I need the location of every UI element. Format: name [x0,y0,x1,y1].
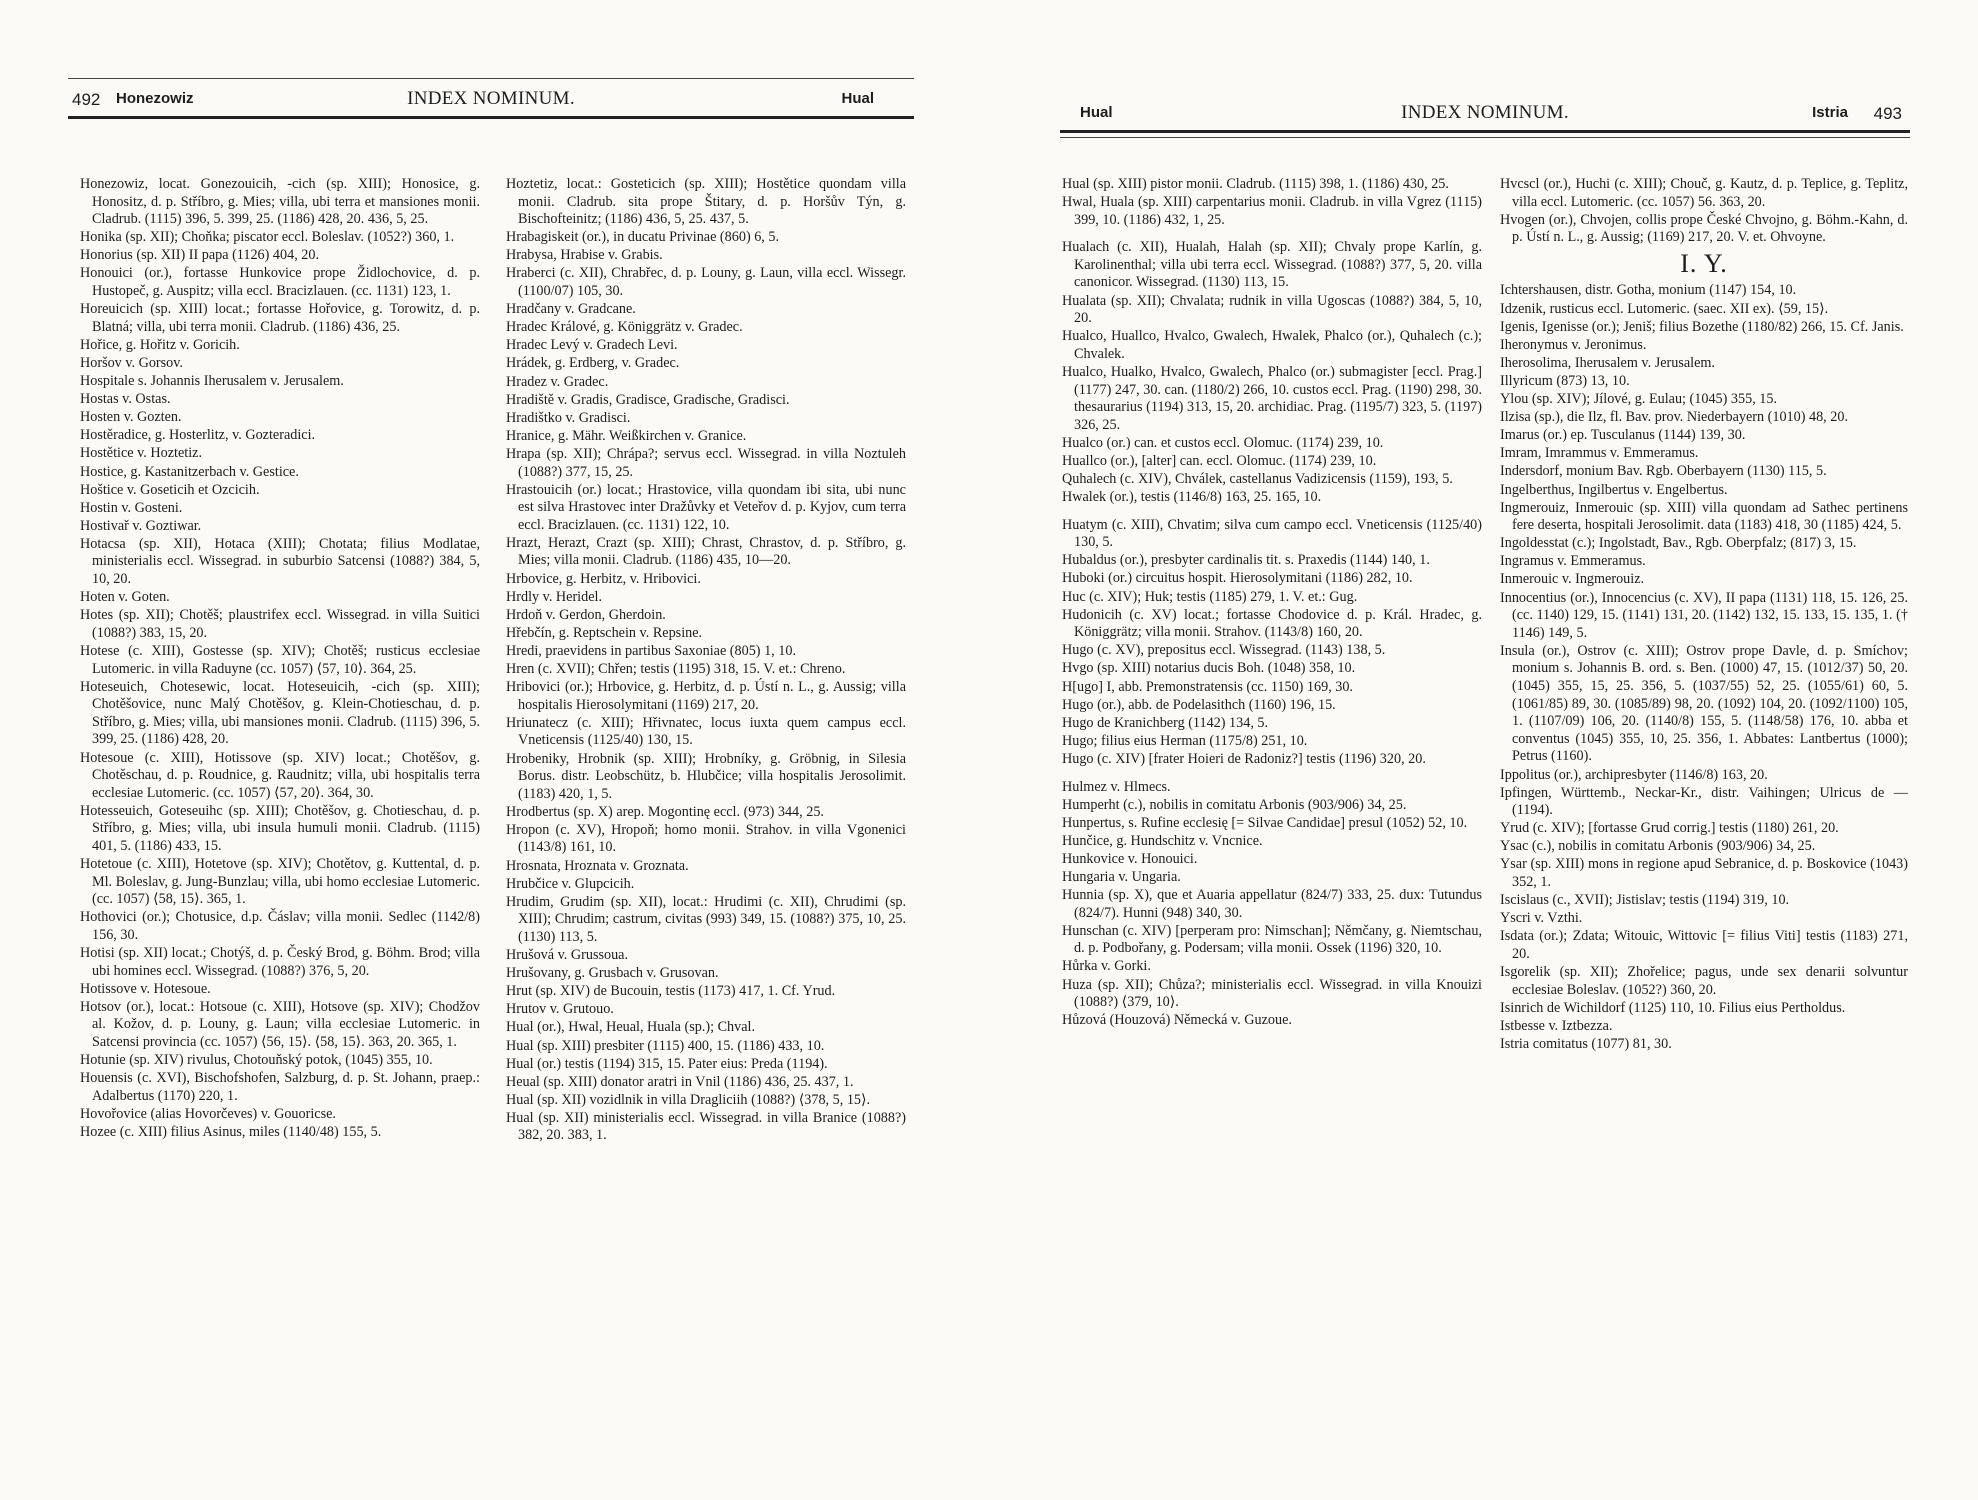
index-entry: Hugo (or.), abb. de Podelasithch (1160) 196, 15. [1062,696,1336,713]
index-entry: Hotacsa (sp. XII), Hotaca (XIII); Chotata; filius Modlatae, ministerialis eccl. Wissegrad. in suburbio Satcensi (1088?) 384, 5, 10, 20. [80,535,480,588]
left-column-1 [80,176,480,1142]
index-entry: Hradec Králové, g. Königgrätz v. Gradec. [506,319,743,336]
index-entry: Hůzová (Houzová) Německá v. Guzoue. [1062,1012,1292,1029]
index-entry: Hrádek, g. Erdberg, v. Gradec. [506,355,680,372]
index-entry: Hropon (c. XV), Hropoň; homo monii. Strahov. in villa Vgonenici (1143/8) 161, 10. [506,821,906,856]
index-entry: Hrosnata, Hroznata v. Groznata. [506,857,689,874]
index-entry: Hudonicih (c. XV) locat.; fortasse Chodovice d. p. Král. Hradec, g. Königgrätz; villa monii. Strahov. (1143/8) 160, 20. [1062,606,1482,641]
index-entry: Hrubčice v. Glupcicih. [506,875,635,892]
index-entry: Ippolitus (or.), archipresbyter (1146/8) 163, 20. [1500,766,1768,783]
index-entry: Ichtershausen, distr. Gotha, monium (1147) 154, 10. [1500,282,1797,299]
index-entry: Hual (sp. XIII) pistor monii. Cladrub. (1115) 398, 1. (1186) 430, 25. [1062,176,1449,192]
index-entry: Hribovici (or.); Hrbovice, g. Herbitz, d. p. Ústí n. L., g. Aussig; villa hospitalis Hierosolymitani (1169) 217, 20. [506,679,906,713]
index-entry: Hriunatecz (c. XIII); Hřivnatec, locus iuxta quem campus eccl. Vneticensis (1125/40) 130, 15. [506,714,906,749]
index-entry: Ilzisa (sp.), die Ilz, fl. Bav. prov. Niederbayern (1010) 48, 20. [1500,409,1849,426]
index-entry: Huc (c. XIV); Huk; testis (1185) 279, 1. V. et.: Gug. [1062,588,1358,605]
index-entry: Honezowiz, locat. Gonezouicih, -cich (sp. XIII); Honosice, g. Honositz, d. p. Stříbro, g. Mies; villa, ubi terra et mansiones monii. Cladrub. (1115) 396, 5. 399, 25. (1186) 428, 20. 436, 5, 25. [80,176,480,228]
index-entry: Hual (sp. XII) vozidlnik in villa Dragliciih (1088?) ⟨378, 5, 15⟩. [506,1091,871,1108]
index-entry: Hotunie (sp. XIV) rivulus, Chotouňský potok, (1045) 355, 10. [80,1052,433,1069]
left-page-title: INDEX NOMINUM. [407,88,575,109]
index-entry: Huza (sp. XII); Chůza?; ministerialis eccl. Wissegrad. in villa Knouizi (1088?) ⟨379, 10⟩. [1062,976,1482,1011]
index-entry: Ipfingen, Württemb., Neckar-Kr., distr. Vaihingen; Ulricus de — (1194). [1500,784,1908,819]
index-entry: Hual (sp. XIII) presbiter (1115) 400, 15. (1186) 433, 10. [506,1037,825,1054]
section-letter-heading: I. Y. [1680,248,1728,278]
index-entry: Ingoldesstat (c.); Ingolstadt, Bav., Rgb. Oberpfalz; (817) 3, 15. [1500,535,1857,552]
index-entry: Hrušovany, g. Grusbach v. Grusovan. [506,965,719,982]
index-entry: Humperht (c.), nobilis in comitatu Arbonis (903/906) 34, 25. [1062,796,1407,813]
index-entry: Hotissove v. Hotesoue. [80,980,211,997]
index-entry: Hovořovice (alias Hovorčeves) v. Gouoricse. [80,1105,336,1122]
index-entry: Hůrka v. Gorki. [1062,958,1151,975]
index-entry: Iheronymus v. Jeronimus. [1500,336,1647,353]
right-page-number: 493 [1873,104,1902,123]
right-page [1060,0,1910,1500]
index-entry: Hradiště v. Gradis, Gradisce, Gradische, Gradisci. [506,391,790,408]
index-entry: Hotesseuich, Goteseuihc (sp. XIII); Chotěšov, g. Chotieschau, d. p. Stříbro, g. Mies; villa, ubi insula humuli monii. Cladrub. (1115) 401, 5. (1186) 433, 15. [80,802,480,854]
index-entry: Hren (c. XVII); Chřen; testis (1195) 318, 15. V. et.: Chreno. [506,661,846,678]
index-entry: Houensis (c. XVI), Bischofshofen, Salzburg, d. p. St. Johann, praep.: Adalbertus (1170) 220, 1. [80,1070,480,1104]
index-entry: Ysar (sp. XIII) mons in regione apud Sebranice, d. p. Boskovice (1043) 352, 1. [1500,856,1908,891]
index-entry: Hwal, Huala (sp. XIII) carpentarius monii. Cladrub. in villa Vgrez (1115) 399, 10. (1186) 432, 1, 25. [1062,194,1482,228]
index-entry: Hradez v. Gradec. [506,373,609,390]
index-entry: Hrbovice, g. Herbitz, v. Hribovici. [506,570,701,587]
index-entry: Huallco (or.), [alter] can. eccl. Olomuc. (1174) 239, 10. [1062,452,1377,469]
index-entry: Hrobeniky, Hrobnik (sp. XIII); Hrobníky, g. Gröbnig, in Silesia Borus. distr. Leobschütz, b. Hlubčice; villa hospitalis Jerosolimit. (1183) 420, 1, 5. [506,750,906,802]
right-column-1 [1062,176,1482,1030]
index-entry: Ingelberthus, Ingilbertus v. Engelbertus. [1500,481,1728,498]
index-entry: Innocentius (or.), Innocencius (c. XV), II papa (1131) 118, 15. 126, 25. (cc. 1140) 129, 15. (1141) 131, 20. (1142) 132, 15. 133, 15. 135, 1. († 1146) 149, 5. [1500,589,1908,641]
index-entry: Illyricum (873) 13, 10. [1500,372,1630,389]
index-entry: Hugo; filius eius Herman (1175/8) 251, 10. [1062,732,1308,749]
index-entry: Hostěradice, g. Hosterlitz, v. Gozteradici. [80,427,316,444]
index-entry: Hotetoue (c. XIII), Hotetove (sp. XIV); Chotětov, g. Kuttental, d. p. Ml. Boleslav, g. Jung-Bunzlau; villa, ubi homo ecclesiae Lutomeric. (cc. 1057) ⟨58, 15⟩. 365, 1. [80,856,480,908]
right-column-2-part-2 [1500,282,1908,1053]
right-column-2-part-1 [1500,176,1908,247]
index-entry: Quhalech (c. XIV), Chválek, castellanus Vadizicensis (1159), 193, 5. [1062,471,1453,487]
index-entry: Hoztetiz, locat.: Gosteticich (sp. XIII); Hostětice quondam villa monii. Cladrub. sita prope Štitary, d. p. Horšův Týn, g. Bischofteinitz; (1186) 436, 5, 25. 437, 5. [506,176,906,228]
index-entry: Hual (sp. XII) ministerialis eccl. Wissegrad. in villa Branice (1088?) 382, 20. 383, 1. [506,1109,906,1144]
index-entry: Hrabysa, Hrabise v. Grabis. [506,247,663,264]
index-entry: Hothovici (or.); Chotusice, d.p. Čáslav; villa monii. Sedlec (1142/8) 156, 30. [80,909,480,943]
index-entry: Hual (or.) testis (1194) 315, 15. Pater eius: Preda (1194). [506,1055,828,1072]
index-entry: Inmerouic v. Ingmerouiz. [1500,571,1645,588]
right-catchword-start: Hual [1080,104,1113,121]
left-catchword-start: Honezowiz [116,90,194,107]
index-entry: H[ugo] I, abb. Premonstratensis (cc. 1150) 169, 30. [1062,678,1354,695]
index-entry: Iherosolima, Iherusalem v. Jerusalem. [1500,354,1715,371]
index-entry: Hrutov v. Grutouo. [506,1001,614,1018]
index-entry: Hozee (c. XIII) filius Asinus, miles (1140/48) 155, 5. [80,1123,382,1140]
index-entry: Hoteseuich, Chotesewic, locat. Hoteseuicih, -cich (sp. XIII); Chotěšovice, nunc Malý Chotěšov, g. Klein-Chotieschau, d. p. Stříbro, g. Mies; villa, ubi mansiones monii. Cladrub. (1115) 396, 5. 399, 25. (1186) 428, 20. [80,678,480,748]
index-entry: Hual (or.), Hwal, Heual, Huala (sp.); Chval. [506,1019,756,1036]
index-entry: Ingramus v. Emmeramus. [1500,553,1646,570]
right-running-header [1060,96,1910,133]
index-entry: Hospitale s. Johannis Iherusalem v. Jerusalem. [80,373,344,390]
index-entry: Huboki (or.) circuitus hospit. Hierosolymitani (1186) 282, 10. [1062,570,1413,587]
index-entry: Hvogen (or.), Chvojen, collis prope České Chvojno, g. Böhm.-Kahn, d. p. Ústí n. L., g. Aussig; (1169) 217, 20. V. et. Ohvoyne. [1500,211,1908,246]
index-entry: Honouici (or.), fortasse Hunkovice prope Židlochovice, d. p. Hustopeč, g. Auspitz; villa eccl. Bracizlauen. (cc. 1131) 123, 1. [80,265,480,300]
index-entry: Hwalek (or.), testis (1146/8) 163, 25. 165, 10. [1062,489,1322,506]
index-entry: Hunschan (c. XIV) [perperam pro: Nimschan]; Němčany, g. Niemtschau, d. p. Podbořany, g. Podersam; villa monii. Ossek (1196) 320, 10. [1062,922,1482,957]
right-page-title: INDEX NOMINUM. [1401,102,1569,123]
index-entry: Isdata (or.); Zdata; Witouic, Wittovic [= filius Viti] testis (1183) 271, 20. [1500,928,1908,962]
index-entry: Hradčany v. Gradcane. [506,301,636,318]
index-entry: Hvcscl (or.), Huchi (c. XIII); Chouč, g. Kautz, d. p. Teplice, g. Teplitz, villa eccl. Lutomeric. (cc. 1057) 56. 363, 20. [1500,176,1908,210]
index-entry: Hredi, praevidens in partibus Saxoniae (805) 1, 10. [506,642,796,659]
index-entry: Hořice, g. Hořitz v. Goricih. [80,336,240,353]
index-entry: Hrdly v. Heridel. [506,588,603,605]
index-entry: Istbesse v. Iztbezza. [1500,1017,1613,1034]
index-entry: Hualco, Hualko, Hvalco, Gwalech, Phalco (or.) submagister [eccl. Prag.] (1177) 247, 30. can. (1180/2) 266, 10. custos eccl. Prag. (1190) 298, 30. thesaurarius (1194) 313, 15, 20. archidiac. Prag. (1195/7) 323, 5. (1197) 326, 25. [1062,363,1482,433]
index-entry: Hostětice v. Hoztetiz. [80,445,202,462]
index-entry: Hrudim, Grudim (sp. XII), locat.: Hrudimi (c. XII), Chrudimi (sp. XIII); Chrudim; castrum, civitas (993) 349, 15. (1088?) 375, 10, 25. (1130) 113, 5. [506,893,906,945]
index-entry: Heual (sp. XIII) donator aratri in Vnil (1186) 436, 25. 437, 1. [506,1073,854,1090]
index-entry: Yscri v. Vzthi. [1500,910,1583,927]
index-entry: Hradec Levý v. Gradech Levi. [506,337,678,354]
index-entry: Hoten v. Goten. [80,589,170,606]
index-entry: Indersdorf, monium Bav. Rgb. Oberbayern (1130) 115, 5. [1500,463,1827,480]
index-entry: Hualach (c. XII), Hualah, Halah (sp. XII); Chvaly prope Karlín, g. Karolinenthal; villa ubi terra eccl. Wissegrad. (1088?) 377, 5, 20. villa canonicor. Wissegrad. (1130) 113, 15. [1062,239,1482,291]
index-entry: Hostivař v. Goztiwar. [80,517,202,534]
index-entry: Hřebčín, g. Reptschein v. Repsine. [506,624,703,641]
index-entry: Hubaldus (or.), presbyter cardinalis tit. s. Praxedis (1144) 140, 1. [1062,552,1430,569]
index-entry: Hrdoň v. Gerdon, Gherdoin. [506,606,666,623]
index-entry: Istria comitatus (1077) 81, 30. [1500,1035,1672,1052]
index-entry: Hrabagiskeit (or.), in ducatu Privinae (860) 6, 5. [506,229,780,246]
index-entry: Hrastouicih (or.) locat.; Hrastovice, villa quondam ibi sita, ubi nunc est silva Hrastovec inter Dražůvky et Veteřov d. p. Kyjov, cum terra eccl. Bracizlauen. (cc. 1131) 122, 10. [506,481,906,533]
index-entry: Hualata (sp. XII); Chvalata; rudnik in villa Ugoscas (1088?) 384, 5, 10, 20. [1062,292,1482,327]
index-entry: Huatym (c. XIII), Chvatim; silva cum campo eccl. Vneticensis (1125/40) 130, 5. [1062,516,1482,551]
index-entry: Hostice, g. Kastanitzerbach v. Gestice. [80,463,299,480]
index-entry: Ysac (c.), nobilis in comitatu Arbonis (903/906) 34, 25. [1500,838,1816,855]
index-entry: Hoštice v. Goseticih et Ozcicih. [80,481,260,498]
index-entry: Isgorelik (sp. XII); Zhořelice; pagus, unde sex denarii solvuntur ecclesiae Boleslav. (1052?) 360, 20. [1500,964,1908,998]
right-catchword-end: Istria [1812,104,1848,121]
left-page-number: 492 [72,90,101,109]
index-entry: Hualco (or.) can. et custos eccl. Olomuc. (1174) 239, 10. [1062,434,1384,451]
index-entry: Hugo de Kranichberg (1142) 134, 5. [1062,714,1269,731]
index-entry: Hotese (c. XIII), Gostesse (sp. XIV); Chotěš; rusticus ecclesiae Lutomeric. in villa Raduyne (cc. 1057) ⟨57, 10⟩. 364, 25. [80,642,480,677]
left-page [68,0,914,1500]
index-entry: Hungaria v. Ungaria. [1062,868,1181,885]
index-entry: Hrodbertus (sp. X) arep. Mogontinę eccl. (973) 344, 25. [506,803,824,820]
index-entry: Hulmez v. Hlmecs. [1062,778,1171,795]
left-catchword-end: Hual [841,90,874,107]
index-entry: Horšov v. Gorsov. [80,354,183,371]
index-entry: Hunnia (sp. X), que et Auaria appellatur (824/7) 333, 25. dux: Tutundus (824/7). Hunni (948) 340, 30. [1062,887,1482,921]
index-entry: Ylou (sp. XIV); Jílové, g. Eulau; (1045) 355, 15. [1500,391,1778,408]
index-entry: Hvgo (sp. XIII) notarius ducis Boh. (1048) 358, 10. [1062,660,1356,677]
index-entry: Hugo (c. XV), prepositus eccl. Wissegrad. (1143) 138, 5. [1062,642,1386,659]
index-entry: Hranice, g. Mähr. Weißkirchen v. Granice. [506,427,747,444]
index-entry: Hotes (sp. XII); Chotěš; plaustrifex eccl. Wissegrad. in villa Suitici (1088?) 383, 15, 20. [80,607,480,641]
index-entry: Hunkovice v. Honouici. [1062,850,1198,867]
index-entry: Hunpertus, s. Rufine ecclesię [= Silvae Candidae] presul (1052) 52, 10. [1062,814,1468,831]
left-running-header [68,82,914,119]
index-entry: Hrazt, Herazt, Crazt (sp. XIII); Chrast, Chrastov, d. p. Stříbro, g. Mies; villa monii. Cladrub. (1186) 435, 10—20. [506,534,906,569]
index-entry: Imram, Imrammus v. Emmeramus. [1500,445,1699,462]
index-entry: Iscislaus (c., XVII); Jistislav; testis (1194) 319, 10. [1500,892,1790,909]
left-column-2 [506,176,906,1146]
index-entry: Honorius (sp. XII) II papa (1126) 404, 20. [80,247,320,264]
index-entry: Yrud (c. XIV); [fortasse Grud corrig.] testis (1180) 261, 20. [1500,820,1839,837]
index-entry: Hugo (c. XIV) [frater Hoieri de Radoniz?] testis (1196) 320, 20. [1062,750,1426,767]
index-entry: Hrut (sp. XIV) de Bucouin, testis (1173) 417, 1. Cf. Yrud. [506,983,836,1000]
index-entry: Insula (or.), Ostrov (c. XIII); Ostrov prope Davle, d. p. Smíchov; monium s. Johannis B. ord. s. Ben. (1000) 47, 15. (1012/37) 50, 20. (1045) 355, 15, 25. 356, 5. (1037/55) 52, 25. (1055/61) 60, 5. (1061/85) 89, 30. (1085/89) 98, 20. (1092) 104, 20. (1092/1100) 105, 1. (1107/09) 106, 20. (1140/8) 155, 5. (1148/58) 176, 10. abba et conventus (1045) 355, 10, 25. 356, 1. Abbates: Lantbertus (1000); Petrus (1160). [1500,642,1908,765]
index-entry: Hradištko v. Gradisci. [506,409,631,426]
index-entry: Hotsov (or.), locat.: Hotsoue (c. XIII), Hotsove (sp. XIV); Chodžov al. Kožov, d. p. Louny, g. Laun; villa ecclesiae Lutomeric. in Satcensi provincia (cc. 1057) ⟨56, 15⟩. ⟨58, 15⟩. 363, 20. 365, 1. [80,998,480,1050]
index-entry: Imarus (or.) ep. Tusculanus (1144) 139, 30. [1500,427,1746,444]
right-column-2 [1500,176,1908,1054]
index-entry: Hostin v. Gosteni. [80,499,183,516]
index-entry: Horeuicich (sp. XIII) locat.; fortasse Hořovice, g. Torowitz, d. p. Blatná; villa, ubi terra monii. Cladrub. (1186) 436, 25. [80,301,480,335]
index-entry: Hrušová v. Grussoua. [506,947,629,964]
index-entry: Hosten v. Gozten. [80,409,182,426]
index-entry: Honika (sp. XII); Choňka; piscator eccl. Boleslav. (1052?) 360, 1. [80,229,455,246]
index-entry: Hotisi (sp. XII) locat.; Chotýš, d. p. Český Brod, g. Böhm. Brod; villa ubi homines eccl. Wissegrad. (1088?) 376, 5, 20. [80,945,480,979]
index-entry: Hualco, Huallco, Hvalco, Gwalech, Hwalek, Phalco (or.), Quhalech (c.); Chvalek. [1062,328,1482,362]
index-entry: Hotesoue (c. XIII), Hotissove (sp. XIV) locat.; Chotěšov, g. Chotěschau, d. p. Roudnice, g. Raudnitz; villa, ubi hospitalis terra ecclesiae Lutomeric. (cc. 1057) ⟨57, 20⟩. 364, 30. [80,749,480,801]
index-entry: Hrapa (sp. XII); Chrápa?; servus eccl. Wissegrad. in villa Noztuleh (1088?) 377, 15, 25. [506,445,906,480]
index-entry: Hunčice, g. Hundschitz v. Vncnice. [1062,832,1263,849]
index-entry: Idzenik, rusticus eccl. Lutomeric. (saec. XII ex). ⟨59, 15⟩. [1500,300,1829,317]
index-entry: Hraberci (c. XII), Chrabřec, d. p. Louny, g. Laun, villa eccl. Wissegr. (1100/07) 105, 30. [506,265,906,300]
index-entry: Ingmerouiz, Inmerouic (sp. XIII) villa quondam ad Sathec pertinens fere deserta, hospitali Jerosolimit. data (1183) 418, 30 (1185) 424, 5. [1500,499,1908,534]
index-entry: Igenis, Igenisse (or.); Jeniš; filius Bozethe (1180/82) 266, 15. Cf. Janis. [1500,318,1904,335]
index-entry: Hostas v. Ostas. [80,391,171,408]
index-entry: Isinrich de Wichildorf (1125) 110, 10. Filius eius Pertholdus. [1500,999,1846,1016]
